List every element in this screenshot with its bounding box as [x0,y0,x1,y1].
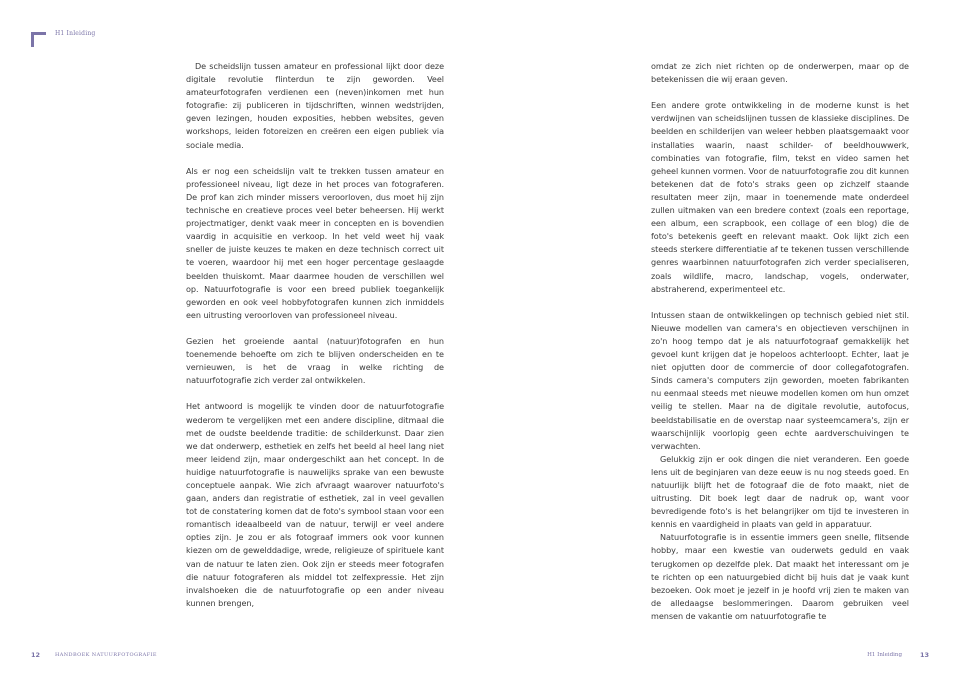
paragraph: Natuurfotografie is in essentie immers geen snelle, flitsende hobby, maar een kwestie van ouderwets geduld en vaak terugkomen op dezelfde plek. Dat maakt het interessant om je te richten op een natuurgebied dicht bij huis dat je vaak kunt bezoeken. Ook moet je jezelf in je hoofd vrij zien te maken van de alledaagse beslommeringen. Daarom gebruiken veel mensen de vakantie om natuurfotografie te [651,532,909,621]
paragraph: Gezien het groeiende aantal (natuur)fotografen en hun toenemende behoefte om zich te blijven onderscheiden en te vernieuwen, is het de vraag in welke richting de natuurfotografie zich verder zal ontwikkelen. [186,335,444,386]
page-number-right: 13 [919,651,929,659]
left-page-column [186,60,444,610]
paragraph: omdat ze zich niet richten op de onderwerpen, maar op de betekenissen die wij eraan geven. [651,61,909,85]
paragraph: Intussen staan de ontwikkelingen op technisch gebied niet stil. Nieuwe modellen van camera's en objectieven verschijnen in zo'n hoog tempo dat je als natuurfotograaf gemakkelijk het gevoel kunt krijgen dat je hopeloos achterloopt. Echter, laat je niet opjutten door de commercie of door collegafotografen. Sinds camera's computers zijn geworden, moeten fabrikanten nu eenmaal steeds met nieuwe modellen komen om hun omzet veilig te stellen. Maar na de digitale revolutie, autofocus, beeldstabilisatie en de overstap naar systeemcamera's, zijn er waarschijnlijk voorlopig geen echte aardverschuivingen te verwachten. [651,309,909,451]
running-head: H1 Inleiding [55,30,96,37]
paragraph: Een andere grote ontwikkeling in de moderne kunst is het verdwijnen van scheidslijnen tussen de klassieke disciplines. De beelden en schilderijen van weleer hebben plaatsgemaakt voor installaties waarin, naast schilder- of beeldhouwwerk, combinaties van fotografie, film, tekst en video samen het geheel kunnen vormen. Voor de natuurfotografie zou dit kunnen betekenen dat de foto's straks geen op zichzelf staande resultaten meer zijn, maar in toenemende mate onderdeel zullen uitmaken van een bredere context (zoals een reportage, een album, een scrapbook, een collage of een blog) die de foto's betekenis geeft en relevant maakt. Ook lijkt zich een steeds sterkere differentiatie af te tekenen tussen verschillende genres waarbinnen natuurfotografen zich verder specialiseren, zoals wildlife, macro, landschap, vogels, onderwater, abstraherend, experimenteel etc. [651,100,909,294]
paragraph: De scheidslijn tussen amateur en professional lijkt door deze digitale revolutie flinterdun te zijn geworden. Veel amateurfotografen verdienen een (neven)inkomen met hun fotografie: zij publiceren in tijdschriften, winnen wedstrijden, geven lezingen, houden exposities, hebben websites, geven workshops, leiden fotoreizen en creëren een eigen publiek via sociale media. [186,61,444,150]
chapter-title-footer: H1 Inleiding [867,652,902,658]
page-number-left: 12 [31,651,41,659]
paragraph: Gelukkig zijn er ook dingen die niet veranderen. Een goede lens uit de beginjaren van deze eeuw is nu nog steeds goed. En natuurlijk blijft het de fotograaf die de foto maakt, niet de uitrusting. Dit boek legt daar de nadruk op, want voor bevredigende foto's is het belangrijker om tijd te investeren in kennis en vaardigheid in plaats van geld in apparatuur. [651,453,909,530]
corner-mark-vertical [31,32,34,47]
book-title-footer: HANDBOEK NATUURFOTOGRAFIE [55,652,157,658]
paragraph: Als er nog een scheidslijn valt te trekken tussen amateur en professioneel niveau, ligt deze in het proces van fotograferen. De prof kan zich minder missers veroorloven, dus moet hij zijn technische en creatieve proces veel beter beheersen. Hij werkt projectmatiger, denkt vaak meer in concepten en is bovendien vaardig in acquisitie en verkoop. In het veld weet hij vaak sneller de juiste keuzes te maken en deze technisch correct uit te voeren, waardoor hij met een hoger percentage geslaagde beelden thuiskomt. Maar daarmee houden de verschillen wel op. Natuurfotografie is voor een breed publiek toegankelijk geworden en ook veel hobbyfotografen kunnen zich inmiddels een uitrusting veroorloven van professioneel niveau. [186,165,444,320]
right-page-column [651,60,909,623]
paragraph: Het antwoord is mogelijk te vinden door de natuurfotografie wederom te vergelijken met een andere discipline, ditmaal die met de oudste beeldende traditie: de schilderkunst. Daar zien we dat onderwerp, esthetiek en zelfs het beeld al heel lang niet meer leidend zijn, maar ondergeschikt aan het concept. In de huidige natuurfotografie is nauwelijks sprake van een bewuste conceptuele aanpak. Wie zich afvraagt waarover natuurfoto's gaan, anders dan registratie of esthetiek, zal in veel gevallen tot de constatering komen dat de foto's symbool staan voor een romantisch ideaalbeeld van de natuur, terwijl er veel andere opties zijn. Je zou er als fotograaf immers ook voor kunnen kiezen om de gewelddadige, wrede, religieuze of spirituele kant van de natuur te laten zien. Ook zijn er steeds meer fotografen die natuur fotograferen als middel tot zelfexpressie. Het zijn invalshoeken die de natuurfotografie op een ander niveau kunnen brengen, [186,401,444,608]
corner-mark [31,32,46,47]
